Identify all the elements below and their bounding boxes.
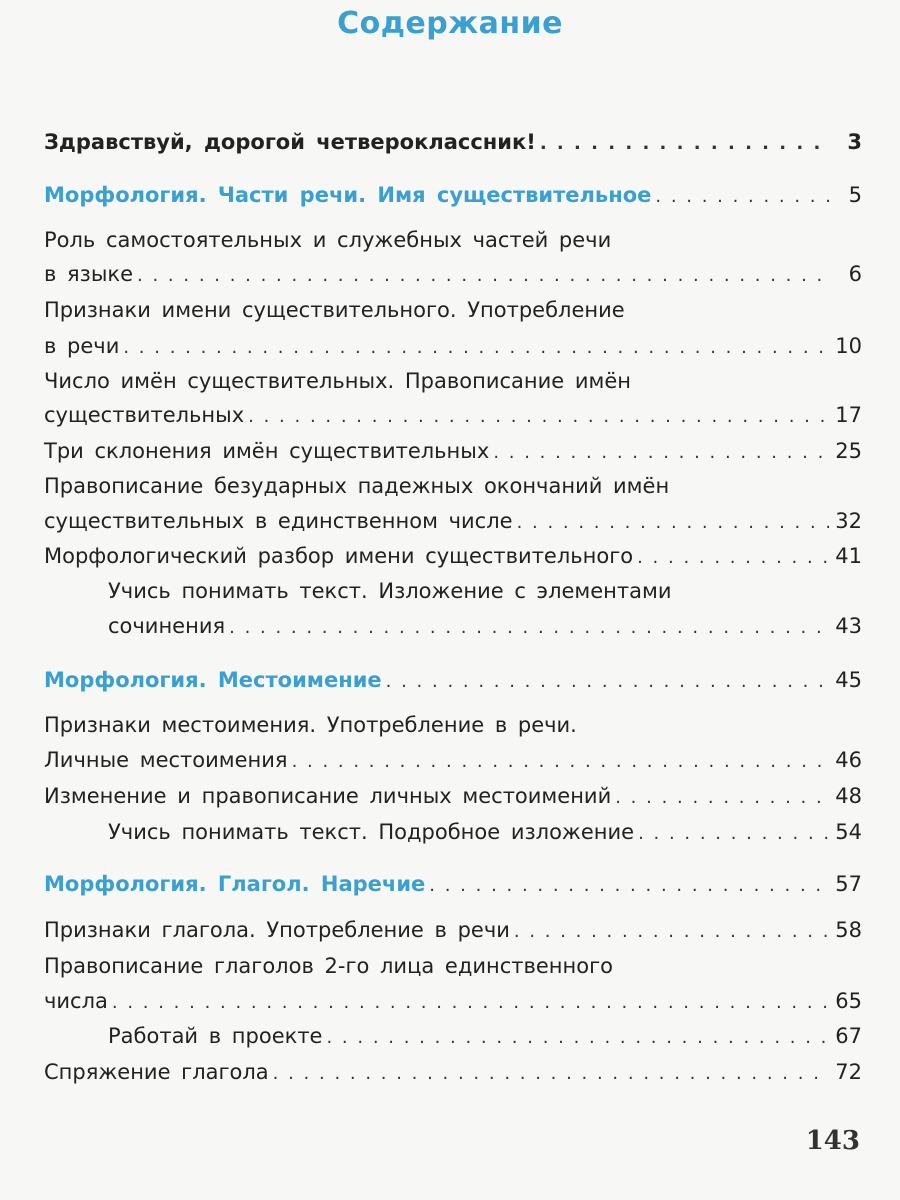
toc-entry-case-endings[interactable]	[44, 507, 862, 537]
toc-page-number: 45	[835, 668, 862, 692]
toc-page-number: 65	[835, 989, 862, 1013]
page-title: Содержание	[337, 6, 563, 41]
leader-dots	[655, 183, 830, 211]
toc-entry-text: Морфологический разбор имени существительного	[44, 544, 634, 568]
toc-entry-line1: Число имён существительных. Правописание имён	[44, 369, 631, 393]
toc-page-number: 43	[835, 614, 862, 638]
leader-dots	[273, 1060, 830, 1088]
toc-entry-text: Работай в проекте	[108, 1024, 323, 1048]
toc-entry-text: существительных	[44, 403, 245, 427]
toc-entry-text: Признаки глагола. Употребление в речи	[44, 918, 510, 942]
leader-dots	[615, 784, 829, 812]
leader-dots	[493, 439, 829, 467]
toc-entry-declensions[interactable]	[44, 437, 862, 467]
toc-page-number: 10	[835, 334, 862, 358]
toc-entry-greeting[interactable]	[44, 128, 862, 158]
leader-dots	[112, 989, 829, 1017]
toc-entry-text: Учись понимать текст. Подробное изложение	[108, 820, 635, 844]
toc-entry-conjugation[interactable]	[44, 1058, 862, 1088]
toc-page-number: 67	[835, 1024, 862, 1048]
leader-dots	[137, 262, 830, 290]
toc-page-number: 5	[848, 183, 862, 207]
leader-dots	[638, 820, 829, 848]
toc-entry-line1: Роль самостоятельных и служебных частей речи	[44, 228, 612, 252]
toc-entry-role-parts[interactable]	[44, 260, 862, 290]
toc-entry-text: в языке	[44, 262, 134, 286]
toc-entry-text: Личные местоимения	[44, 748, 288, 772]
toc-entry-text: существительных в единственном числе	[44, 509, 513, 533]
toc-section-pronoun[interactable]	[44, 666, 862, 696]
toc-entry-text: числа	[44, 989, 108, 1013]
toc-page-number: 57	[835, 872, 862, 896]
toc-page-number: 54	[835, 820, 862, 844]
toc-page-number: 25	[835, 439, 862, 463]
section-heading: Морфология. Местоимение	[44, 668, 382, 692]
leader-dots	[429, 872, 829, 900]
toc-section-nouns[interactable]	[44, 181, 862, 211]
toc-page-number: 17	[835, 403, 862, 427]
toc-entry-text-composition[interactable]	[108, 612, 862, 642]
toc-entry-line1: Правописание глаголов 2-го лица единственного	[44, 954, 613, 978]
toc-entry-text: Изменение и правописание личных местоимений	[44, 784, 612, 808]
toc-entry-text: Спряжение глагола	[44, 1060, 269, 1084]
toc-entry-text: сочинения	[108, 614, 226, 638]
toc-page-number: 46	[835, 748, 862, 772]
toc-page-number: 48	[835, 784, 862, 808]
toc-entry-line1: Признаки имени существительного. Употребление	[44, 298, 625, 322]
leader-dots	[229, 614, 829, 642]
toc-entry-text: в речи	[44, 334, 120, 358]
toc-entry-noun-number[interactable]	[44, 401, 862, 431]
toc-section-verb[interactable]	[44, 870, 862, 900]
toc-entry-morph-analysis[interactable]	[44, 542, 862, 572]
toc-entry-text: Три склонения имён существительных	[44, 439, 490, 463]
leader-dots	[386, 668, 830, 696]
leader-dots	[540, 130, 830, 158]
toc-entry-line1: Правописание безударных падежных окончаний имён	[44, 474, 670, 498]
leader-dots	[248, 403, 829, 431]
toc-entry-personal-pronouns[interactable]	[44, 746, 862, 776]
toc-page-number: 6	[848, 262, 862, 286]
toc-page-number: 3	[847, 130, 862, 154]
toc-entry-project[interactable]	[108, 1022, 862, 1052]
toc-entry-text: Здравствуй, дорогой четвероклассник!	[44, 130, 536, 154]
toc-entry-line1: Учись понимать текст. Изложение с элементами	[108, 579, 672, 603]
section-heading: Морфология. Части речи. Имя существительное	[44, 183, 652, 207]
toc-page-number: 32	[835, 509, 862, 533]
leader-dots	[123, 334, 829, 362]
toc-page-number: 72	[835, 1060, 862, 1084]
toc-entry-noun-features[interactable]	[44, 332, 862, 362]
toc-entry-verb-features[interactable]	[44, 916, 862, 946]
toc-page-number: 41	[835, 544, 862, 568]
leader-dots	[517, 509, 830, 537]
toc-entry-detailed-retelling[interactable]	[108, 818, 862, 848]
section-heading: Морфология. Глагол. Наречие	[44, 872, 426, 896]
leader-dots	[514, 918, 829, 946]
leader-dots	[292, 748, 830, 776]
toc-page-number: 58	[835, 918, 862, 942]
page-number: 143	[805, 1126, 860, 1156]
toc-entry-line1: Признаки местоимения. Употребление в речи.	[44, 713, 577, 737]
toc-entry-pronoun-spelling[interactable]	[44, 782, 862, 812]
toc-entry-verb-spelling[interactable]	[44, 987, 862, 1017]
leader-dots	[326, 1024, 829, 1052]
leader-dots	[637, 544, 829, 572]
